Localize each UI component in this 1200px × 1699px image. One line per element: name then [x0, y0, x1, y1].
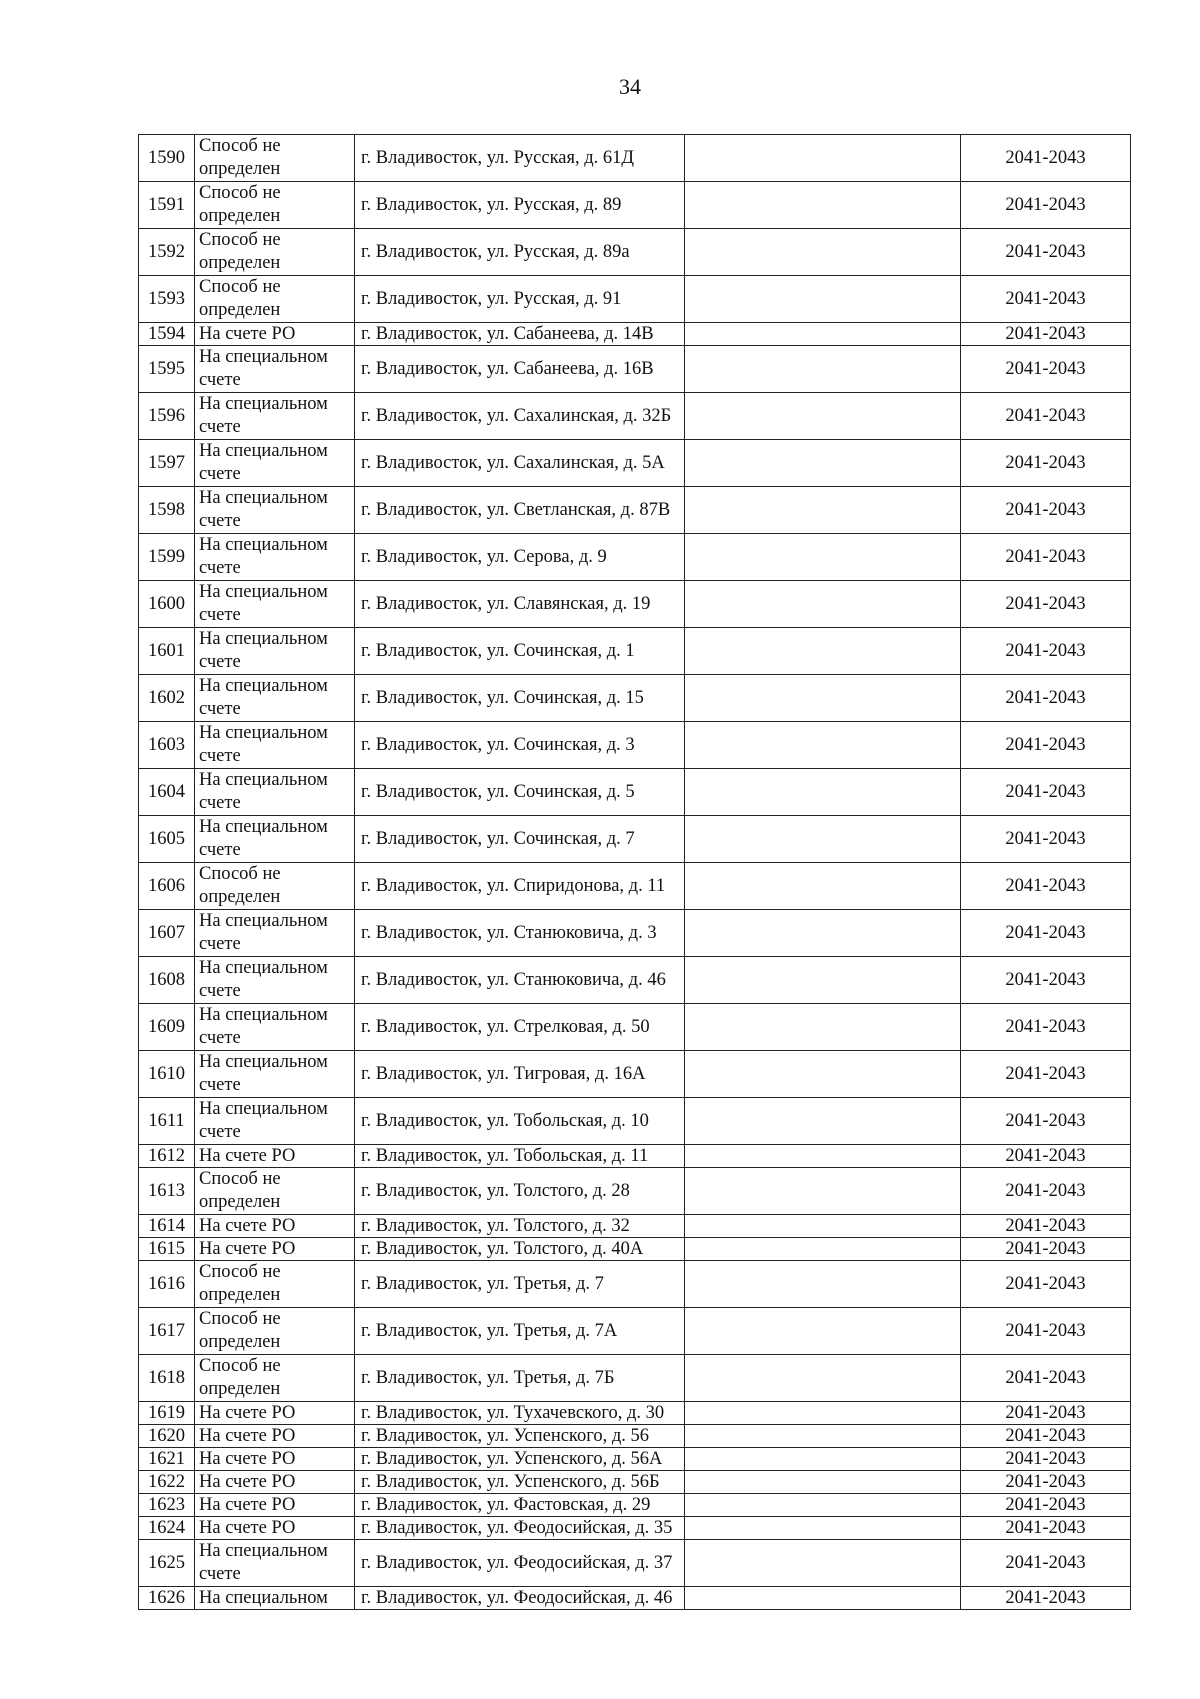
empty-cell [685, 628, 961, 675]
funding-method-cell: На специальном счете [195, 393, 355, 440]
row-number-cell: 1601 [139, 628, 195, 675]
funding-method-cell: На счете РО [195, 1402, 355, 1425]
address-cell: г. Владивосток, ул. Стрелковая, д. 50 [355, 1004, 685, 1051]
empty-cell [685, 816, 961, 863]
empty-cell [685, 1308, 961, 1355]
table-row [139, 1308, 1131, 1355]
funding-method-cell: На специальном [195, 1587, 355, 1610]
row-number-cell: 1608 [139, 957, 195, 1004]
repair-period-cell: 2041-2043 [961, 1238, 1131, 1261]
empty-cell [685, 769, 961, 816]
table-row [139, 816, 1131, 863]
empty-cell [685, 675, 961, 722]
empty-cell [685, 276, 961, 323]
repair-period-cell: 2041-2043 [961, 1448, 1131, 1471]
table-row [139, 628, 1131, 675]
repair-period-cell: 2041-2043 [961, 769, 1131, 816]
repair-period-cell: 2041-2043 [961, 135, 1131, 182]
empty-cell [685, 910, 961, 957]
address-cell: г. Владивосток, ул. Славянская, д. 19 [355, 581, 685, 628]
address-cell: г. Владивосток, ул. Успенского, д. 56Б [355, 1471, 685, 1494]
table-row [139, 182, 1131, 229]
table-row [139, 534, 1131, 581]
table-row [139, 323, 1131, 346]
row-number-cell: 1592 [139, 229, 195, 276]
table-row [139, 1494, 1131, 1517]
table-row [139, 1448, 1131, 1471]
row-number-cell: 1590 [139, 135, 195, 182]
row-number-cell: 1606 [139, 863, 195, 910]
funding-method-cell: На счете РО [195, 1448, 355, 1471]
repair-period-cell: 2041-2043 [961, 229, 1131, 276]
row-number-cell: 1617 [139, 1308, 195, 1355]
funding-method-cell: На счете РО [195, 323, 355, 346]
address-cell: г. Владивосток, ул. Сочинская, д. 15 [355, 675, 685, 722]
funding-method-cell: Способ не определен [195, 863, 355, 910]
funding-method-cell: На счете РО [195, 1238, 355, 1261]
funding-method-cell: На специальном счете [195, 816, 355, 863]
funding-method-cell: На специальном счете [195, 1051, 355, 1098]
repair-period-cell: 2041-2043 [961, 346, 1131, 393]
repair-period-cell: 2041-2043 [961, 1587, 1131, 1610]
repair-period-cell: 2041-2043 [961, 440, 1131, 487]
row-number-cell: 1596 [139, 393, 195, 440]
repair-period-cell: 2041-2043 [961, 182, 1131, 229]
empty-cell [685, 1448, 961, 1471]
empty-cell [685, 534, 961, 581]
empty-cell [685, 1215, 961, 1238]
row-number-cell: 1591 [139, 182, 195, 229]
repair-period-cell: 2041-2043 [961, 1308, 1131, 1355]
row-number-cell: 1620 [139, 1425, 195, 1448]
row-number-cell: 1614 [139, 1215, 195, 1238]
address-cell: г. Владивосток, ул. Феодосийская, д. 46 [355, 1587, 685, 1610]
row-number-cell: 1619 [139, 1402, 195, 1425]
empty-cell [685, 722, 961, 769]
table-row [139, 722, 1131, 769]
empty-cell [685, 346, 961, 393]
table-row [139, 581, 1131, 628]
table-row [139, 1425, 1131, 1448]
funding-method-cell: На специальном счете [195, 910, 355, 957]
address-cell: г. Владивосток, ул. Тухачевского, д. 30 [355, 1402, 685, 1425]
funding-method-cell: На счете РО [195, 1425, 355, 1448]
row-number-cell: 1593 [139, 276, 195, 323]
address-cell: г. Владивосток, ул. Серова, д. 9 [355, 534, 685, 581]
address-cell: г. Владивосток, ул. Станюковича, д. 46 [355, 957, 685, 1004]
funding-method-cell: На счете РО [195, 1494, 355, 1517]
address-cell: г. Владивосток, ул. Сочинская, д. 7 [355, 816, 685, 863]
funding-method-cell: На специальном счете [195, 534, 355, 581]
funding-method-cell: Способ не определен [195, 229, 355, 276]
empty-cell [685, 1517, 961, 1540]
funding-method-cell: Способ не определен [195, 276, 355, 323]
repair-period-cell: 2041-2043 [961, 1168, 1131, 1215]
row-number-cell: 1618 [139, 1355, 195, 1402]
table-row [139, 1004, 1131, 1051]
row-number-cell: 1598 [139, 487, 195, 534]
funding-method-cell: Способ не определен [195, 182, 355, 229]
empty-cell [685, 863, 961, 910]
row-number-cell: 1626 [139, 1587, 195, 1610]
empty-cell [685, 135, 961, 182]
empty-cell [685, 1540, 961, 1587]
repair-period-cell: 2041-2043 [961, 393, 1131, 440]
funding-method-cell: Способ не определен [195, 1355, 355, 1402]
repair-period-cell: 2041-2043 [961, 1425, 1131, 1448]
row-number-cell: 1604 [139, 769, 195, 816]
row-number-cell: 1602 [139, 675, 195, 722]
address-cell: г. Владивосток, ул. Тигровая, д. 16А [355, 1051, 685, 1098]
row-number-cell: 1611 [139, 1098, 195, 1145]
address-cell: г. Владивосток, ул. Сочинская, д. 5 [355, 769, 685, 816]
row-number-cell: 1615 [139, 1238, 195, 1261]
address-cell: г. Владивосток, ул. Тобольская, д. 11 [355, 1145, 685, 1168]
table-row [139, 1145, 1131, 1168]
funding-method-cell: На счете РО [195, 1471, 355, 1494]
empty-cell [685, 1145, 961, 1168]
row-number-cell: 1595 [139, 346, 195, 393]
page-number: 34 [619, 74, 641, 99]
funding-method-cell: На специальном счете [195, 957, 355, 1004]
repair-period-cell: 2041-2043 [961, 1098, 1131, 1145]
repair-period-cell: 2041-2043 [961, 1145, 1131, 1168]
empty-cell [685, 1238, 961, 1261]
repair-period-cell: 2041-2043 [961, 1402, 1131, 1425]
address-cell: г. Владивосток, ул. Третья, д. 7А [355, 1308, 685, 1355]
empty-cell [685, 1471, 961, 1494]
empty-cell [685, 1494, 961, 1517]
empty-cell [685, 1402, 961, 1425]
repair-period-cell: 2041-2043 [961, 1004, 1131, 1051]
table-row [139, 1355, 1131, 1402]
table-row [139, 769, 1131, 816]
address-cell: г. Владивосток, ул. Феодосийская, д. 35 [355, 1517, 685, 1540]
empty-cell [685, 1425, 961, 1448]
address-cell: г. Владивосток, ул. Сочинская, д. 1 [355, 628, 685, 675]
empty-cell [685, 1098, 961, 1145]
row-number-cell: 1613 [139, 1168, 195, 1215]
empty-cell [685, 581, 961, 628]
funding-method-cell: Способ не определен [195, 1261, 355, 1308]
row-number-cell: 1622 [139, 1471, 195, 1494]
funding-method-cell: Способ не определен [195, 1308, 355, 1355]
table-row [139, 1587, 1131, 1610]
table-row [139, 1098, 1131, 1145]
repair-period-cell: 2041-2043 [961, 323, 1131, 346]
repair-period-cell: 2041-2043 [961, 628, 1131, 675]
row-number-cell: 1600 [139, 581, 195, 628]
empty-cell [685, 1168, 961, 1215]
table-row [139, 229, 1131, 276]
row-number-cell: 1609 [139, 1004, 195, 1051]
address-cell: г. Владивосток, ул. Успенского, д. 56 [355, 1425, 685, 1448]
repair-period-cell: 2041-2043 [961, 581, 1131, 628]
address-cell: г. Владивосток, ул. Сочинская, д. 3 [355, 722, 685, 769]
empty-cell [685, 1587, 961, 1610]
row-number-cell: 1625 [139, 1540, 195, 1587]
funding-method-cell: На специальном счете [195, 628, 355, 675]
funding-method-cell: На специальном счете [195, 769, 355, 816]
table-row [139, 1215, 1131, 1238]
address-cell: г. Владивосток, ул. Толстого, д. 32 [355, 1215, 685, 1238]
repair-period-cell: 2041-2043 [961, 675, 1131, 722]
table-row [139, 1402, 1131, 1425]
address-cell: г. Владивосток, ул. Спиридонова, д. 11 [355, 863, 685, 910]
row-number-cell: 1594 [139, 323, 195, 346]
table-body [139, 135, 1131, 1610]
address-cell: г. Владивосток, ул. Светланская, д. 87В [355, 487, 685, 534]
table-row [139, 1051, 1131, 1098]
funding-method-cell: На счете РО [195, 1145, 355, 1168]
table-row [139, 1471, 1131, 1494]
table-row [139, 1517, 1131, 1540]
row-number-cell: 1597 [139, 440, 195, 487]
empty-cell [685, 1261, 961, 1308]
row-number-cell: 1612 [139, 1145, 195, 1168]
repair-period-cell: 2041-2043 [961, 910, 1131, 957]
funding-method-cell: На счете РО [195, 1215, 355, 1238]
repair-period-cell: 2041-2043 [961, 487, 1131, 534]
table-row [139, 1168, 1131, 1215]
funding-method-cell: На специальном счете [195, 346, 355, 393]
row-number-cell: 1599 [139, 534, 195, 581]
repair-period-cell: 2041-2043 [961, 276, 1131, 323]
repair-period-cell: 2041-2043 [961, 1261, 1131, 1308]
funding-method-cell: На специальном счете [195, 487, 355, 534]
funding-method-cell: На специальном счете [195, 440, 355, 487]
row-number-cell: 1623 [139, 1494, 195, 1517]
table-row [139, 1540, 1131, 1587]
table-row [139, 346, 1131, 393]
housing-register-table [138, 134, 1131, 1610]
empty-cell [685, 323, 961, 346]
table-row [139, 957, 1131, 1004]
empty-cell [685, 1004, 961, 1051]
funding-method-cell: На специальном счете [195, 1540, 355, 1587]
address-cell: г. Владивосток, ул. Русская, д. 91 [355, 276, 685, 323]
row-number-cell: 1616 [139, 1261, 195, 1308]
funding-method-cell: На специальном счете [195, 1004, 355, 1051]
funding-method-cell: На специальном счете [195, 675, 355, 722]
repair-period-cell: 2041-2043 [961, 1540, 1131, 1587]
address-cell: г. Владивосток, ул. Фастовская, д. 29 [355, 1494, 685, 1517]
address-cell: г. Владивосток, ул. Сахалинская, д. 32Б [355, 393, 685, 440]
repair-period-cell: 2041-2043 [961, 957, 1131, 1004]
table-row [139, 863, 1131, 910]
address-cell: г. Владивосток, ул. Третья, д. 7Б [355, 1355, 685, 1402]
funding-method-cell: Способ не определен [195, 135, 355, 182]
repair-period-cell: 2041-2043 [961, 1355, 1131, 1402]
address-cell: г. Владивосток, ул. Тобольская, д. 10 [355, 1098, 685, 1145]
address-cell: г. Владивосток, ул. Сабанеева, д. 16В [355, 346, 685, 393]
repair-period-cell: 2041-2043 [961, 863, 1131, 910]
empty-cell [685, 487, 961, 534]
repair-period-cell: 2041-2043 [961, 1517, 1131, 1540]
address-cell: г. Владивосток, ул. Толстого, д. 28 [355, 1168, 685, 1215]
empty-cell [685, 1355, 961, 1402]
row-number-cell: 1624 [139, 1517, 195, 1540]
empty-cell [685, 182, 961, 229]
table-row [139, 1238, 1131, 1261]
empty-cell [685, 440, 961, 487]
row-number-cell: 1603 [139, 722, 195, 769]
empty-cell [685, 957, 961, 1004]
address-cell: г. Владивосток, ул. Феодосийская, д. 37 [355, 1540, 685, 1587]
address-cell: г. Владивосток, ул. Станюковича, д. 3 [355, 910, 685, 957]
address-cell: г. Владивосток, ул. Толстого, д. 40А [355, 1238, 685, 1261]
funding-method-cell: На специальном счете [195, 581, 355, 628]
funding-method-cell: На специальном счете [195, 722, 355, 769]
repair-period-cell: 2041-2043 [961, 1051, 1131, 1098]
table-row [139, 276, 1131, 323]
repair-period-cell: 2041-2043 [961, 816, 1131, 863]
funding-method-cell: На специальном счете [195, 1098, 355, 1145]
row-number-cell: 1605 [139, 816, 195, 863]
address-cell: г. Владивосток, ул. Сахалинская, д. 5А [355, 440, 685, 487]
address-cell: г. Владивосток, ул. Успенского, д. 56А [355, 1448, 685, 1471]
row-number-cell: 1621 [139, 1448, 195, 1471]
row-number-cell: 1610 [139, 1051, 195, 1098]
table-row [139, 135, 1131, 182]
address-cell: г. Владивосток, ул. Третья, д. 7 [355, 1261, 685, 1308]
address-cell: г. Владивосток, ул. Русская, д. 61Д [355, 135, 685, 182]
address-cell: г. Владивосток, ул. Русская, д. 89 [355, 182, 685, 229]
repair-period-cell: 2041-2043 [961, 1494, 1131, 1517]
table-row [139, 1261, 1131, 1308]
funding-method-cell: Способ не определен [195, 1168, 355, 1215]
address-cell: г. Владивосток, ул. Сабанеева, д. 14В [355, 323, 685, 346]
funding-method-cell: На счете РО [195, 1517, 355, 1540]
table-row [139, 393, 1131, 440]
address-cell: г. Владивосток, ул. Русская, д. 89а [355, 229, 685, 276]
row-number-cell: 1607 [139, 910, 195, 957]
table-row [139, 910, 1131, 957]
repair-period-cell: 2041-2043 [961, 534, 1131, 581]
empty-cell [685, 229, 961, 276]
empty-cell [685, 1051, 961, 1098]
table-row [139, 675, 1131, 722]
table-row [139, 440, 1131, 487]
empty-cell [685, 393, 961, 440]
repair-period-cell: 2041-2043 [961, 722, 1131, 769]
repair-period-cell: 2041-2043 [961, 1471, 1131, 1494]
repair-period-cell: 2041-2043 [961, 1215, 1131, 1238]
table-row [139, 487, 1131, 534]
